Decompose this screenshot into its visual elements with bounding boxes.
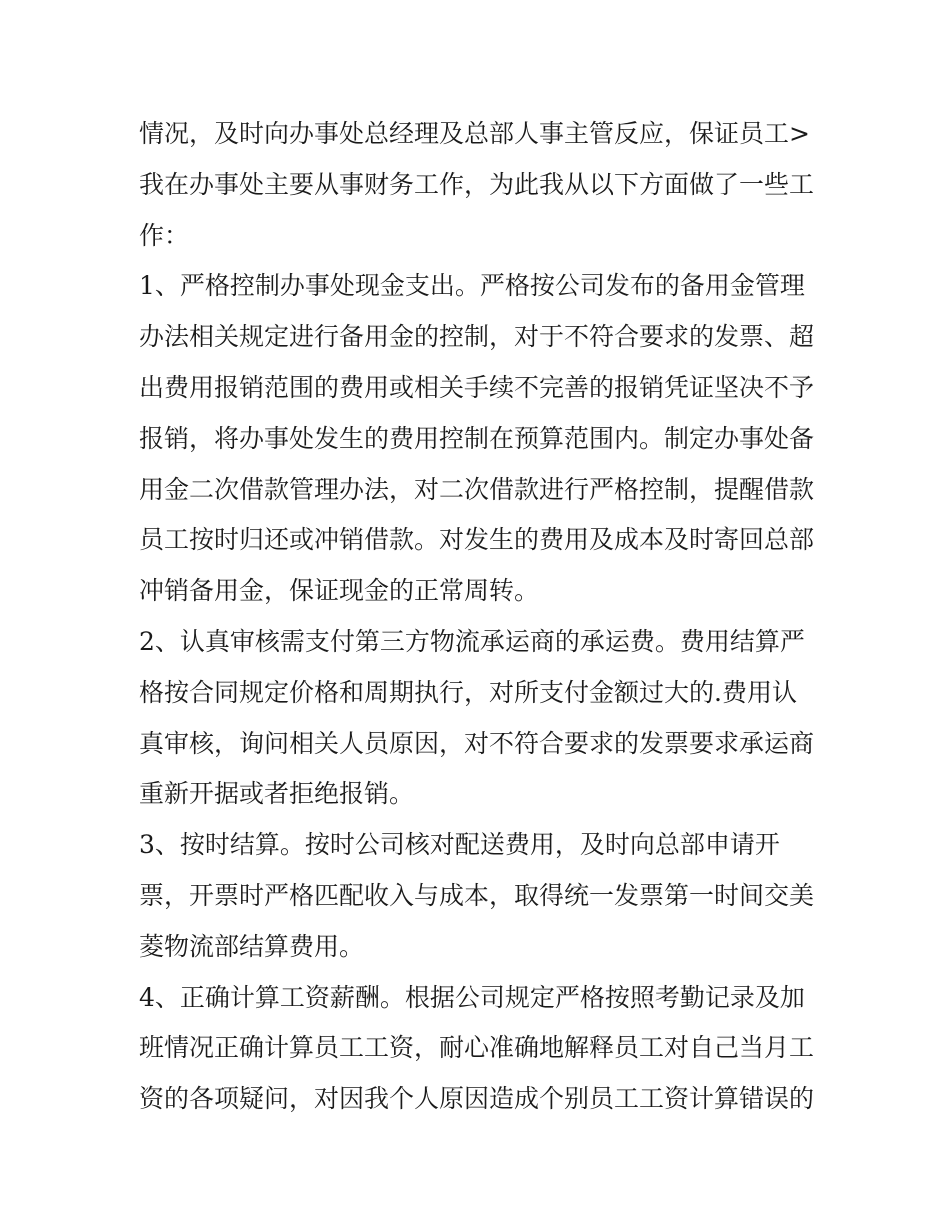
text-line: 1、严格控制办事处现金支出。严格按公司发布的备用金管理 — [139, 271, 805, 301]
text-line: 我在办事处主要从事财务工作，为此我从以下方面做了一些工 — [139, 169, 815, 199]
text-line: 真审核，询问相关人员原因，对不符合要求的发票要求承运商 — [139, 728, 815, 758]
text-line: 办法相关规定进行备用金的控制，对于不符合要求的发票、超 — [139, 322, 815, 352]
text-line: 资的各项疑问，对因我个人原因造成个别员工工资计算错误的 — [139, 1084, 815, 1114]
text-line: 4、正确计算工资薪酬。根据公司规定严格按照考勤记录及加 — [139, 982, 805, 1012]
text-line: 票，开票时严格匹配收入与成本，取得统一发票第一时间交美 — [139, 880, 815, 910]
text-line: 菱物流部结算费用。 — [139, 931, 365, 961]
text-line: 格按合同规定价格和周期执行，对所支付金额过大的.费用认 — [139, 677, 797, 707]
text-line: 作： — [139, 220, 190, 250]
text-line: 3、按时结算。按时公司核对配送费用，及时向总部申请开 — [139, 830, 780, 860]
document-body — [139, 109, 819, 1125]
text-line: 2、认真审核需支付第三方物流承运商的承运费。费用结算严 — [139, 626, 805, 656]
text-line: 重新开据或者拒绝报销。 — [139, 779, 415, 809]
text-line: 用金二次借款管理办法，对二次借款进行严格控制，提醒借款 — [139, 474, 815, 504]
text-line: 情况，及时向办事处总经理及总部人事主管反应，保证员工> — [139, 119, 810, 148]
text-line: 员工按时归还或冲销借款。对发生的费用及成本及时寄回总部 — [139, 525, 815, 555]
text-line: 报销，将办事处发生的费用控制在预算范围内。制定办事处备 — [139, 423, 815, 453]
text-line: 班情况正确计算员工工资，耐心准确地解释员工对自己当月工 — [139, 1033, 815, 1063]
text-line: 冲销备用金，保证现金的正常周转。 — [139, 576, 540, 606]
text-line: 出费用报销范围的费用或相关手续不完善的报销凭证坚决不予 — [139, 372, 815, 402]
